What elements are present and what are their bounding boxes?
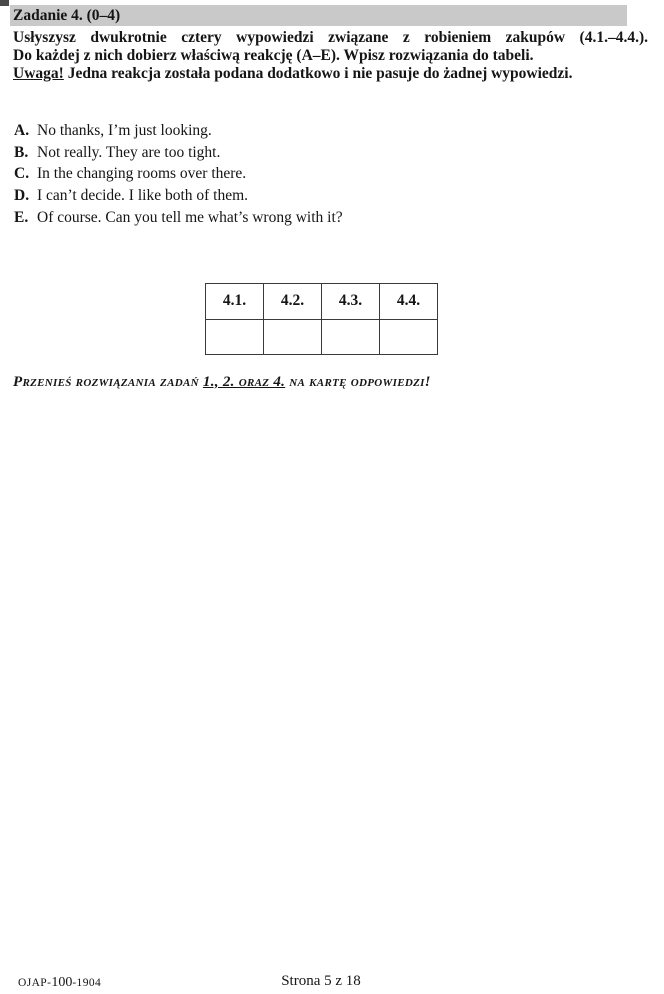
option-row-c <box>14 163 648 185</box>
table-header-cell-4-4: 4.4. <box>380 283 438 319</box>
option-row-e <box>14 207 648 229</box>
task-instructions <box>13 29 648 83</box>
scan-artifact <box>0 0 9 6</box>
exam-code-mid: 100 <box>51 975 73 990</box>
option-letter: A. <box>14 122 30 139</box>
table-answer-cell-4-1 <box>206 319 264 354</box>
instruction-line-2: Do każdej z nich dobierz właściwą reakcję (A–E). Wpisz rozwiązania do tabeli. <box>13 47 534 64</box>
option-letter: E. <box>14 208 29 226</box>
option-text: I can’t decide. I like both of them. <box>37 187 249 205</box>
exam-code-prefix: OJAP- <box>18 977 52 989</box>
option-text: In the changing rooms over there. <box>37 165 247 183</box>
table-header-cell-4-2: 4.2. <box>264 283 322 319</box>
warning-line <box>13 65 648 83</box>
instruction-line-1: Usłyszysz dwukrotnie cztery wypowiedzi związane z robieniem zakupów (4.1.–4.4.). <box>13 29 648 46</box>
warning-label: Uwaga! <box>13 65 64 82</box>
table-answer-cell-4-4 <box>380 319 438 354</box>
table-answer-cell-4-3 <box>322 319 380 354</box>
transfer-note-underlined: 1., 2. oraz 4. <box>202 373 286 390</box>
transfer-note-prefix: Przenieś rozwiązania zadań <box>13 373 203 390</box>
table-header-cell-4-3: 4.3. <box>322 283 380 319</box>
page-number: Strona 5 z 18 <box>281 973 361 989</box>
option-row-a <box>14 120 648 142</box>
table-header-cell-4-1: 4.1. <box>206 283 264 319</box>
answer-table <box>205 283 438 355</box>
task-title: Zadanie 4. (0–4) <box>13 7 121 24</box>
answer-table-header-row <box>206 283 438 319</box>
option-row-d <box>14 185 648 207</box>
table-answer-cell-4-2 <box>264 319 322 354</box>
options-list <box>14 120 648 229</box>
task-header-bar <box>10 5 627 26</box>
transfer-note-suffix: na kartę odpowiedzi! <box>285 373 431 390</box>
option-letter: B. <box>14 143 29 161</box>
page-footer <box>0 973 664 991</box>
option-letter: C. <box>14 165 30 183</box>
option-text: Not really. They are too tight. <box>37 143 221 161</box>
answer-table-answer-row <box>206 319 438 354</box>
option-text: No thanks, I’m just looking. <box>37 122 212 139</box>
option-text: Of course. Can you tell me what’s wrong with it? <box>37 208 343 226</box>
option-row-b <box>14 142 648 164</box>
exam-code-suffix: -1904 <box>72 977 102 989</box>
transfer-note <box>13 374 648 391</box>
option-letter: D. <box>14 187 30 205</box>
warning-text: Jedna reakcja została podana dodatkowo i nie pasuje do żadnej wypowiedzi. <box>63 65 573 82</box>
